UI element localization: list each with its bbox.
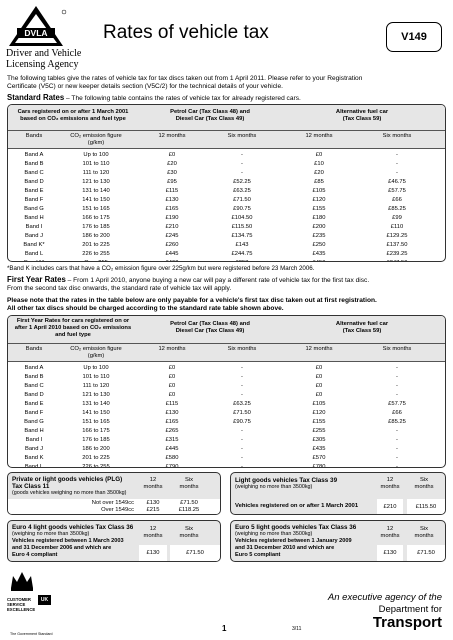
standard-cell-band: Band G [24, 206, 44, 212]
first-year-cell-co2: 151 to 165 [82, 419, 110, 425]
lgv-class39-box [230, 472, 446, 515]
first-year-cell-12-months-a: £315 [165, 437, 179, 443]
standard-table-row [8, 205, 445, 214]
standard-sub-6a: Six months [227, 133, 257, 139]
standard-cell-co2 [60, 259, 132, 262]
standard-cell-band [8, 259, 60, 262]
standard-cell-12-months-a: £130 [165, 197, 179, 203]
standard-heading-title: Standard Rates [7, 93, 65, 102]
first-year-cell-co2: 176 to 185 [82, 437, 110, 443]
standard-cell-six-months-b: £85.25 [388, 206, 406, 212]
standard-table-subheader [8, 131, 445, 149]
lgv39-row-label: Vehicles registered on or after 1 March 2001 [235, 503, 359, 509]
standard-cell-six-months-b: £239.25 [386, 251, 408, 257]
standard-cell-six-months-a: - [241, 152, 243, 158]
first-year-cell-12-months-a: £265 [165, 428, 179, 434]
first-year-cell-12-months-b: £0 [315, 383, 323, 389]
uk-badge: UK [38, 595, 51, 605]
standard-cell-band: Band E [24, 188, 44, 194]
first-year-sub-co2-line2: (g/km) [87, 353, 105, 359]
standard-cell-band: Band L [24, 251, 44, 257]
lgv39-h6-line2: months [414, 484, 434, 490]
euro4-box [7, 520, 221, 562]
standard-cell-12-months-b: £435 [312, 251, 326, 257]
standard-cell-12-months-a: £95 [167, 179, 177, 185]
plg-title-line2: Tax Class 11 [12, 483, 50, 490]
standard-cell-12-months-b: £20 [314, 170, 324, 176]
first-year-cell-band: Band E [24, 401, 44, 407]
standard-cell-six-months-b: £110 [390, 224, 404, 230]
first-year-cell-six-months-b: - [396, 365, 398, 371]
first-year-cell-band: Band H [24, 428, 44, 434]
first-year-table-row [8, 454, 445, 463]
standard-cell-co2: 201 to 225 [82, 242, 110, 248]
first-year-cell-12-months-a: £0 [168, 392, 176, 398]
first-year-cell-12-months-a: £115 [165, 401, 179, 407]
first-year-cell-band: Band D [24, 392, 44, 398]
standard-cell-six-months-b: £129.25 [386, 233, 408, 239]
standard-cell-12-months-b: £10 [314, 161, 324, 167]
euro4-desc-line3: Euro 4 compliant [12, 552, 58, 558]
standard-cell-six-months-a: £143 [235, 242, 249, 248]
euro5-h6-line2: months [414, 533, 434, 539]
standard-cell-six-months-a [204, 259, 280, 262]
first-year-head-col2-line2: Diesel Car (Tax Class 49) [175, 328, 245, 334]
cse-line1: CUSTOMER [7, 597, 31, 602]
first-year-cell-12-months-a: £130 [165, 410, 179, 416]
agency-name-line1: Driver and Vehicle [6, 48, 82, 59]
standard-cell-six-months-b: £137.50 [386, 242, 408, 248]
first-year-table-subheader [8, 344, 445, 362]
crown-icon [7, 568, 37, 592]
standard-cell-co2: 176 to 185 [82, 224, 110, 230]
standard-rates-table [7, 104, 446, 262]
standard-cell-12-months-b [284, 259, 354, 262]
first-year-cell-six-months-a: £90.75 [233, 419, 251, 425]
first-year-cell-co2: 226 to 255 [82, 464, 110, 468]
standard-cell-12-months-a: £260 [165, 242, 179, 248]
agency-name-line2: Licensing Agency [6, 59, 79, 70]
logo-text: DVLA [24, 28, 48, 38]
first-year-cell-12-months-b: £570 [312, 455, 326, 461]
first-year-cell-six-months-a: - [241, 383, 243, 389]
first-year-cell-co2: 166 to 175 [82, 428, 110, 434]
standard-head-col3-line2: (Tax Class 59) [342, 116, 382, 122]
standard-head-col1-line1: Cars registered on or after 1 March 2001 [17, 109, 129, 115]
first-year-cell-six-months-b: - [396, 437, 398, 443]
first-year-sub-co2-line1: CO₂ emission figure [70, 346, 122, 352]
first-year-cell-12-months-b: £780 [312, 464, 326, 468]
plg-h12-line1: 12 [149, 477, 157, 483]
standard-cell-12-months-a: £0 [168, 152, 176, 158]
intro-line1: The following tables give the rates of vehicle tax for tax discs taken out from 1 April 2011. Please refer to your Registration [7, 75, 363, 82]
first-year-cell-band: Band B [24, 374, 44, 380]
standard-cell-12-months-a: £245 [165, 233, 179, 239]
cse-line3: EXCELLENCE [7, 607, 36, 612]
euro5-title: Euro 5 light goods vehicles Tax Class 36 [235, 524, 357, 531]
first-year-table-row [8, 427, 445, 436]
standard-table-header [8, 105, 445, 131]
euro5-box [230, 520, 446, 562]
first-year-cell-band: Band L [24, 464, 44, 468]
first-year-cell-band: Band G [24, 419, 44, 425]
standard-cell-co2: 166 to 175 [82, 215, 110, 221]
first-year-head-col1-line2: after 1 April 2010 based on CO₂ emissions [14, 325, 132, 331]
standard-cell-six-months-a: £71.50 [233, 197, 251, 203]
first-year-cell-band: Band A [24, 365, 44, 371]
plg-row1-label: Not over 1549cc [91, 500, 134, 506]
first-year-cell-12-months-a: £580 [165, 455, 179, 461]
form-code-badge: V149 [386, 22, 442, 52]
first-year-cell-12-months-a: £165 [165, 419, 179, 425]
standard-table-row [8, 187, 445, 196]
standard-sub-co2-line1: CO₂ emission figure [70, 133, 122, 139]
first-year-cell-six-months-a: £71.50 [233, 410, 251, 416]
first-year-cell-12-months-a: £0 [168, 365, 176, 371]
executive-agency-text: An executive agency of the [327, 592, 442, 603]
euro5-h12-line1: 12 [386, 526, 394, 532]
standard-cell-band: Band F [24, 197, 44, 203]
first-year-cell-co2: Up to 100 [83, 365, 109, 371]
first-year-cell-co2: 101 to 110 [82, 374, 110, 380]
euro5-desc-line3: Euro 5 compliant [235, 552, 281, 558]
first-year-cell-six-months-a: £63.25 [233, 401, 251, 407]
plg-box [7, 472, 221, 515]
first-year-table-row [8, 391, 445, 400]
standard-cell-six-months-b: - [396, 170, 398, 176]
first-year-sub-6b: Six months [382, 346, 412, 352]
first-year-cell-co2: 186 to 200 [82, 446, 110, 452]
standard-table-row [8, 196, 445, 205]
first-year-table-row [8, 463, 445, 468]
first-year-table-row [8, 436, 445, 445]
first-year-cell-six-months-a: - [241, 428, 243, 434]
first-year-cell-six-months-a: - [241, 437, 243, 443]
euro5-row-6: £71.50 [407, 545, 445, 562]
first-year-head-col3-line2: (Tax Class 59) [342, 328, 382, 334]
first-year-cell-12-months-b: £255 [312, 428, 326, 434]
standard-sub-co2-line2: (g/km) [87, 140, 105, 146]
euro4-desc-line2: and 31 December 2006 and which are [12, 545, 112, 551]
standard-cell-band: Band D [24, 179, 44, 185]
customer-service-excellence-logo [7, 568, 37, 630]
first-year-cell-band: Band C [24, 383, 44, 389]
first-year-cell-six-months-b: - [396, 428, 398, 434]
first-year-heading [7, 276, 369, 285]
standard-heading-rest: – The following table contains the rates of vehicle tax for already registered cars. [64, 95, 301, 102]
standard-cell-six-months-a: £90.75 [233, 206, 251, 212]
standard-table-row [8, 250, 445, 259]
page-number: 1 [222, 624, 227, 633]
first-year-line2: From the second tax disc onwards, the standard rate of vehicle tax will apply. [7, 285, 232, 292]
standard-cell-six-months-b: £57.75 [388, 188, 406, 194]
standard-cell-co2: 101 to 110 [82, 161, 110, 167]
standard-table-row [8, 259, 445, 262]
first-year-cell-band: Band F [24, 410, 44, 416]
plg-h12-line2: months [143, 484, 163, 490]
euro5-desc-line2: and 31 December 2010 and which are [235, 545, 335, 551]
first-year-cell-co2: 111 to 120 [82, 383, 110, 389]
euro5-subtitle: (weighing no more than 3500kg) [235, 531, 313, 537]
first-year-sub-12b: 12 months [305, 346, 333, 352]
government-standard-text: The Government Standard [10, 632, 53, 636]
plg-h6-line1: Six [184, 477, 194, 483]
first-year-cell-12-months-a: £0 [168, 383, 176, 389]
first-year-cell-co2: 141 to 150 [82, 410, 110, 416]
plg-row2-6: £118.25 [178, 507, 200, 513]
standard-cell-six-months-a: - [241, 161, 243, 167]
first-year-cell-12-months-b: £0 [315, 392, 323, 398]
first-year-head-col1-line3: and fuel type [55, 332, 91, 338]
standard-cell-six-months-a: £134.75 [231, 233, 253, 239]
standard-cell-12-months-b: £200 [312, 224, 326, 230]
dvla-logo [6, 4, 98, 72]
standard-cell-co2: 131 to 140 [82, 188, 110, 194]
first-year-cell-12-months-a: £790 [165, 464, 179, 468]
first-year-table-row [8, 382, 445, 391]
band-k-footnote: *Band K includes cars that have a CO₂ emission figure over 225g/km but were registered before 23 March 2006. [7, 265, 315, 272]
first-year-cell-six-months-a: - [241, 464, 243, 468]
first-year-head-col3-line1: Alternative fuel car [335, 321, 389, 327]
standard-cell-band: Band A [24, 152, 44, 158]
standard-heading [7, 94, 301, 103]
plg-row1-6: £71.50 [180, 500, 198, 506]
plg-rows [8, 499, 220, 515]
standard-table-row [8, 232, 445, 241]
first-year-cell-six-months-b: - [396, 464, 398, 468]
standard-cell-co2: 151 to 165 [82, 206, 110, 212]
standard-cell-band: Band J [24, 233, 44, 239]
first-year-cell-band: Band J [24, 446, 44, 452]
standard-cell-co2: Up to 100 [83, 152, 109, 158]
euro4-subtitle: (weighing no more than 3500kg) [12, 531, 90, 537]
first-year-cell-six-months-b: - [396, 455, 398, 461]
first-year-cell-12-months-b: £105 [312, 401, 326, 407]
first-year-cell-six-months-b: £66 [392, 410, 402, 416]
standard-table-row [8, 178, 445, 187]
euro4-title: Euro 4 light goods vehicles Tax Class 36 [12, 524, 134, 531]
standard-cell-band: Band B [24, 161, 44, 167]
standard-table-row [8, 160, 445, 169]
first-year-note-line2: All other tax discs should be charged according to the standard rate table shown above. [7, 305, 284, 312]
standard-cell-12-months-a: £115 [165, 188, 179, 194]
first-year-heading-rest: – From 1 April 2010, anyone buying a new car will pay a different rate of vehicle tax for the first tax disc. [65, 277, 370, 284]
standard-cell-12-months-a: £30 [167, 170, 177, 176]
first-year-table-header [8, 316, 445, 344]
euro4-h12-line2: months [143, 533, 163, 539]
first-year-table-row [8, 445, 445, 454]
lgv39-h6-line1: Six [419, 477, 429, 483]
first-year-table-row [8, 373, 445, 382]
standard-table-row [8, 169, 445, 178]
first-year-cell-12-months-a: £445 [165, 446, 179, 452]
standard-sub-6b: Six months [382, 133, 412, 139]
standard-cell-six-months-b [354, 259, 440, 262]
standard-cell-six-months-b: £99 [392, 215, 402, 221]
first-year-cell-co2: 201 to 225 [82, 455, 110, 461]
standard-cell-co2: 111 to 120 [82, 170, 110, 176]
first-year-cell-six-months-b: - [396, 446, 398, 452]
standard-sub-12a: 12 months [158, 133, 186, 139]
euro4-row-12: £130 [139, 545, 167, 562]
lgv39-h12-line1: 12 [386, 477, 394, 483]
first-year-cell-six-months-a: - [241, 446, 243, 452]
standard-cell-six-months-a: - [241, 170, 243, 176]
standard-head-col3-line1: Alternative fuel car [335, 109, 389, 115]
plg-row1-12: £130 [146, 500, 160, 506]
first-year-cell-12-months-a: £0 [168, 374, 176, 380]
plg-title-line1: Private or light goods vehicles (PLG) [12, 476, 123, 483]
standard-cell-six-months-b: - [396, 152, 398, 158]
lgv39-title: Light goods vehicles Tax Class 39 [235, 477, 338, 484]
standard-cell-12-months-a: £445 [165, 251, 179, 257]
standard-cell-12-months-b: £180 [312, 215, 326, 221]
first-year-head-col1-line1: First Year Rates for cars registered on or [16, 318, 130, 324]
page-title: Rates of vehicle tax [103, 22, 269, 43]
first-year-cell-12-months-b: £120 [312, 410, 326, 416]
version-code: 3/11 [292, 626, 302, 632]
first-year-cell-six-months-b: £57.75 [388, 401, 406, 407]
standard-head-col2-line2: Diesel Car (Tax Class 49) [175, 116, 245, 122]
intro-line2: Certificate (V5C) or new keeper details section (V5C/2) for the technical details of your vehicle. [7, 83, 283, 90]
standard-cell-12-months-b: £0 [315, 152, 323, 158]
first-year-cell-six-months-a: - [241, 365, 243, 371]
standard-cell-band: Band C [24, 170, 44, 176]
plg-row2-label: Over 1549cc [101, 507, 134, 513]
lgv39-h12-line2: months [380, 484, 400, 490]
standard-sub-bands: Bands [25, 133, 43, 139]
first-year-sub-12a: 12 months [158, 346, 186, 352]
first-year-sub-bands: Bands [25, 346, 43, 352]
standard-cell-12-months-a: £165 [165, 206, 179, 212]
first-year-cell-band: Band I [25, 437, 43, 443]
standard-cell-six-months-a: £104.50 [231, 215, 253, 221]
euro4-h6-line1: Six [184, 526, 194, 532]
euro4-row-6: £71.50 [170, 545, 220, 562]
standard-cell-co2: 226 to 255 [82, 251, 110, 257]
euro5-h12-line2: months [380, 533, 400, 539]
standard-cell-band: Band I [25, 224, 43, 230]
standard-cell-12-months-a: £190 [165, 215, 179, 221]
first-year-heading-title: First Year Rates [7, 275, 66, 284]
standard-cell-six-months-a: £52.25 [233, 179, 251, 185]
standard-cell-co2: 141 to 150 [82, 197, 110, 203]
standard-cell-12-months-b: £120 [312, 197, 326, 203]
euro4-h6-line2: months [179, 533, 199, 539]
first-year-cell-six-months-b: - [396, 392, 398, 398]
standard-cell-six-months-b: £46.75 [388, 179, 406, 185]
standard-cell-12-months-b: £105 [312, 188, 326, 194]
transport-wordmark: Transport [372, 614, 442, 631]
euro5-row-12: £130 [377, 545, 403, 562]
first-year-table-row [8, 409, 445, 418]
standard-cell-six-months-a: £115.50 [231, 224, 253, 230]
euro5-desc-line1: Vehicles registered between 1 January 2009 [235, 538, 352, 544]
standard-cell-12-months-a: £20 [167, 161, 177, 167]
first-year-cell-co2: 131 to 140 [82, 401, 110, 407]
plg-h6-line2: months [179, 484, 199, 490]
standard-cell-12-months-a [140, 259, 204, 262]
plg-subtitle: (goods vehicles weighing no more than 3500kg) [12, 490, 127, 496]
lgv39-subtitle: (weighing no more than 3500kg) [235, 484, 313, 490]
lgv39-row-12: £210 [377, 499, 403, 515]
first-year-table-row [8, 364, 445, 373]
standard-table-row [8, 214, 445, 223]
standard-cell-six-months-b: - [396, 161, 398, 167]
first-year-cell-six-months-b: £85.25 [388, 419, 406, 425]
lgv39-row-6: £115.50 [407, 499, 445, 515]
standard-cell-six-months-b: £66 [392, 197, 402, 203]
first-year-cell-six-months-a: - [241, 392, 243, 398]
first-year-cell-six-months-a: - [241, 374, 243, 380]
standard-cell-12-months-b: £85 [314, 179, 324, 185]
first-year-cell-six-months-a: - [241, 455, 243, 461]
first-year-cell-12-months-b: £155 [312, 419, 326, 425]
first-year-sub-6a: Six months [227, 346, 257, 352]
standard-cell-band: Band K* [23, 242, 45, 248]
department-for-text: Department for [378, 604, 442, 615]
standard-table-row [8, 223, 445, 232]
standard-cell-band: Band H [24, 215, 44, 221]
first-year-cell-band: Band K [24, 455, 44, 461]
standard-cell-12-months-b: £250 [312, 242, 326, 248]
standard-cell-six-months-a: £63.25 [233, 188, 251, 194]
cse-line2: SERVICE [7, 602, 26, 607]
standard-head-col2-line1: Petrol Car (Tax Class 48) and [170, 109, 250, 115]
standard-cell-12-months-b: £235 [312, 233, 326, 239]
first-year-cell-12-months-b: £0 [315, 365, 323, 371]
first-year-cell-12-months-b: £435 [312, 446, 326, 452]
first-year-table-row [8, 418, 445, 427]
standard-table-row [8, 151, 445, 160]
standard-sub-12b: 12 months [305, 133, 333, 139]
plg-row2-12: £215 [146, 507, 160, 513]
standard-table-row [8, 241, 445, 250]
first-year-cell-12-months-b: £305 [312, 437, 326, 443]
first-year-cell-co2: 121 to 130 [82, 392, 110, 398]
standard-head-col1-line2: based on CO₂ emissions and fuel type [20, 116, 126, 122]
first-year-cell-six-months-b: - [396, 374, 398, 380]
first-year-table-row [8, 400, 445, 409]
first-year-cell-12-months-b: £0 [315, 374, 323, 380]
first-year-note-line1: Please note that the rates in the table below are only payable for a vehicle's first tax disc taken out at first registration. [7, 297, 377, 304]
euro5-h6-line1: Six [419, 526, 429, 532]
standard-cell-12-months-b: £155 [312, 206, 326, 212]
standard-cell-co2: 121 to 130 [82, 179, 110, 185]
standard-cell-co2: 186 to 200 [82, 233, 110, 239]
euro4-desc-line1: Vehicles registered between 1 March 2003 [12, 538, 124, 544]
euro4-h12-line1: 12 [149, 526, 157, 532]
standard-cell-12-months-a: £210 [165, 224, 179, 230]
first-year-rates-table [7, 315, 446, 468]
first-year-head-col2-line1: Petrol Car (Tax Class 48) and [170, 321, 250, 327]
standard-cell-six-months-a: £244.75 [231, 251, 253, 257]
first-year-cell-six-months-b: - [396, 383, 398, 389]
